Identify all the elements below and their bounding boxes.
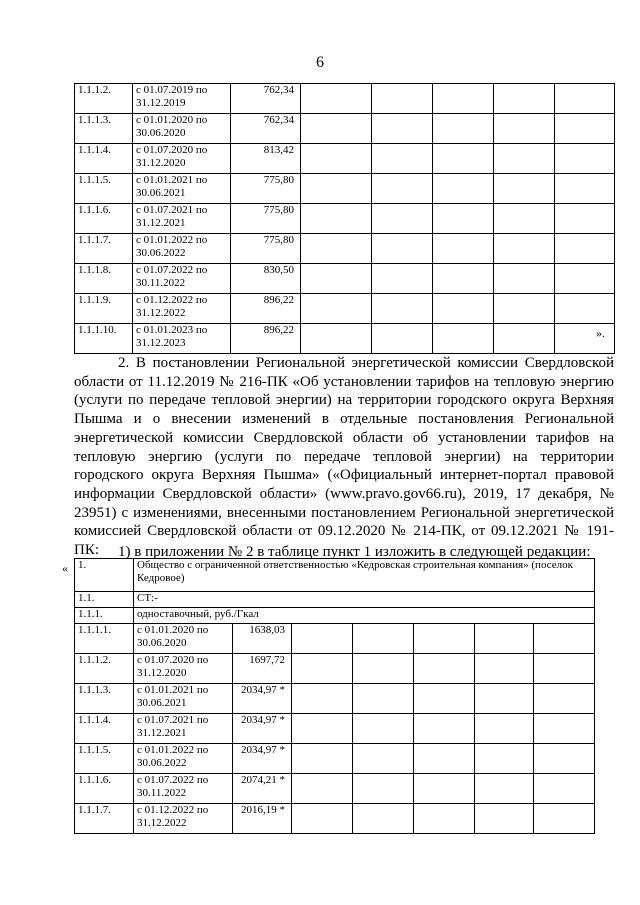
- st-label: СТ:-: [134, 592, 595, 608]
- empty-cell: [301, 324, 372, 354]
- period-start: с 01.07.2021 по: [137, 714, 209, 726]
- table-row: [75, 654, 595, 684]
- period-end: 30.06.2022: [137, 757, 187, 769]
- period-start: с 01.07.2022 по: [137, 774, 209, 786]
- period-start: с 01.01.2023 по: [136, 324, 208, 336]
- empty-cell: [301, 234, 372, 264]
- empty-cell: [494, 234, 555, 264]
- empty-cell: [372, 294, 433, 324]
- table-row-org: [75, 559, 595, 592]
- page-number: 6: [316, 54, 324, 71]
- empty-cell: [475, 684, 534, 714]
- period-start: с 01.01.2021 по: [136, 174, 208, 186]
- empty-cell: [534, 744, 595, 774]
- rate-label: одноставочный, руб./Гкал: [134, 608, 595, 624]
- period-start: с 01.01.2020 по: [136, 114, 208, 126]
- empty-cell: [414, 714, 475, 744]
- period-end: 31.12.2022: [136, 307, 186, 319]
- period-end: 30.06.2020: [136, 127, 186, 139]
- empty-cell: [433, 204, 494, 234]
- org-num: 1.: [75, 559, 134, 592]
- period-start: с 01.01.2020 по: [137, 624, 209, 636]
- empty-cell: [555, 204, 615, 234]
- period-start: с 01.12.2022 по: [137, 804, 209, 816]
- empty-cell: [433, 264, 494, 294]
- row-value: 775,80: [231, 204, 301, 234]
- empty-cell: [372, 114, 433, 144]
- period-start: с 01.01.2021 по: [137, 684, 209, 696]
- period-end: 30.06.2021: [136, 187, 186, 199]
- tariff-table-continued: [74, 83, 615, 354]
- table-row: [75, 324, 615, 354]
- period-start: с 01.07.2019 по: [136, 84, 208, 96]
- row-number: 1.1.1.10.: [75, 324, 133, 354]
- empty-cell: [475, 714, 534, 744]
- empty-cell: [301, 264, 372, 294]
- table-row: [75, 114, 615, 144]
- org-name: Общество с ограниченной ответственностью «Кедровская строительная компания» (поселок Кедровое): [134, 559, 595, 592]
- row-number: 1.1.1.3.: [75, 114, 133, 144]
- empty-cell: [301, 204, 372, 234]
- empty-cell: [292, 774, 353, 804]
- empty-cell: [494, 324, 555, 354]
- row-value: 762,34: [231, 114, 301, 144]
- empty-cell: [414, 654, 475, 684]
- empty-cell: [414, 774, 475, 804]
- empty-cell: [372, 264, 433, 294]
- period-end: 31.12.2022: [137, 817, 187, 829]
- row-period: [134, 714, 233, 744]
- row-period: [134, 744, 233, 774]
- empty-cell: [372, 84, 433, 114]
- empty-cell: [414, 684, 475, 714]
- empty-cell: [433, 324, 494, 354]
- period-end: 30.06.2022: [136, 247, 186, 259]
- row-value: 896,22: [231, 294, 301, 324]
- table-row: [75, 624, 595, 654]
- empty-cell: [494, 84, 555, 114]
- empty-cell: [534, 774, 595, 804]
- empty-cell: [534, 654, 595, 684]
- period-end: 30.06.2021: [137, 697, 187, 709]
- row-period: [133, 84, 231, 114]
- row-period: [133, 174, 231, 204]
- paragraph-3: 1) в приложении № 2 в таблице пункт 1 изложить в следующей редакции:: [118, 544, 591, 560]
- table-row: [75, 204, 615, 234]
- closing-quote: ».: [596, 326, 605, 340]
- row-number: 1.1.1.4.: [75, 144, 133, 174]
- table-row: [75, 144, 615, 174]
- empty-cell: [534, 714, 595, 744]
- empty-cell: [414, 744, 475, 774]
- period-start: с 01.07.2020 по: [136, 144, 208, 156]
- empty-cell: [292, 744, 353, 774]
- row-value: 762,34: [231, 84, 301, 114]
- table-row: [75, 234, 615, 264]
- empty-cell: [353, 624, 414, 654]
- row-value: 1638,03: [233, 624, 292, 654]
- period-end: 31.12.2021: [136, 217, 186, 229]
- empty-cell: [353, 774, 414, 804]
- row-value: 2034,97 *: [233, 684, 292, 714]
- empty-cell: [372, 174, 433, 204]
- empty-cell: [372, 144, 433, 174]
- empty-cell: [353, 654, 414, 684]
- table-row: [75, 84, 615, 114]
- empty-cell: [372, 204, 433, 234]
- empty-cell: [301, 144, 372, 174]
- row-period: [133, 234, 231, 264]
- row-value: 2034,97 *: [233, 714, 292, 744]
- row-value: 775,80: [231, 174, 301, 204]
- empty-cell: [433, 294, 494, 324]
- period-start: с 01.12.2022 по: [136, 294, 208, 306]
- row-number: 1.1.1.6.: [75, 774, 134, 804]
- tariff-table-new: [74, 558, 595, 834]
- empty-cell: [555, 174, 615, 204]
- row-period: [133, 114, 231, 144]
- row-number: 1.1.1.8.: [75, 264, 133, 294]
- row-period: [134, 654, 233, 684]
- row-period: [133, 294, 231, 324]
- opening-quote: «: [62, 561, 68, 575]
- empty-cell: [433, 234, 494, 264]
- paragraph-2-text: 2. В постановлении Региональной энергетической комиссии Свердловской области от 11.12.2019 № 216-ПК «Об установлении тарифов на тепловую энергию (услуги по передаче тепловой энергии) на территории городского округа Верхняя Пышма и о внесении изменений в отдельные постановления Региональной энергетической комиссии Свердловской области об установлении тарифов на тепловую энергию (услуги по передаче тепловой энергии) на территории городского округа Верхняя Пышма» («Официальный интернет-портал правовой информации Свердловской области» (www.pravo.gov66.ru), 2019, 17 декабря, № 23951) с изменениями, внесенными постановлением Региональной энергетической комиссией Свердловской области от 09.12.2020 № 214-ПК, от 09.12.2021 № 191-ПК:: [74, 355, 614, 559]
- empty-cell: [555, 144, 615, 174]
- empty-cell: [494, 204, 555, 234]
- period-start: с 01.07.2022 по: [136, 264, 208, 276]
- row-value: 830,50: [231, 264, 301, 294]
- empty-cell: [494, 114, 555, 144]
- empty-cell: [494, 264, 555, 294]
- empty-cell: [494, 144, 555, 174]
- empty-cell: [534, 684, 595, 714]
- empty-cell: [353, 744, 414, 774]
- row-number: 1.1.1.9.: [75, 294, 133, 324]
- row-period: [133, 204, 231, 234]
- table-row: [75, 714, 595, 744]
- period-end: 30.11.2022: [137, 787, 187, 799]
- period-end: 31.12.2020: [137, 667, 187, 679]
- period-start: с 01.07.2021 по: [136, 204, 208, 216]
- empty-cell: [433, 144, 494, 174]
- empty-cell: [475, 744, 534, 774]
- empty-cell: [433, 84, 494, 114]
- table-row-st: [75, 592, 595, 608]
- row-number: 1.1.1.7.: [75, 804, 134, 834]
- table-row: [75, 174, 615, 204]
- paragraph-2: [74, 354, 614, 560]
- empty-cell: [292, 654, 353, 684]
- empty-cell: [475, 774, 534, 804]
- empty-cell: [555, 294, 615, 324]
- period-end: 30.06.2020: [137, 637, 187, 649]
- table-row: [75, 294, 615, 324]
- table-row: [75, 804, 595, 834]
- period-end: 31.12.2023: [136, 337, 186, 349]
- row-period: [134, 804, 233, 834]
- empty-cell: [494, 294, 555, 324]
- row-period: [134, 684, 233, 714]
- empty-cell: [433, 114, 494, 144]
- empty-cell: [301, 114, 372, 144]
- row-number: 1.1.1.7.: [75, 234, 133, 264]
- empty-cell: [353, 804, 414, 834]
- empty-cell: [292, 684, 353, 714]
- row-number: 1.1.1.3.: [75, 684, 134, 714]
- row-value: 1697,72: [233, 654, 292, 684]
- empty-cell: [292, 714, 353, 744]
- empty-cell: [555, 324, 615, 354]
- empty-cell: [372, 324, 433, 354]
- empty-cell: [475, 654, 534, 684]
- empty-cell: [555, 84, 615, 114]
- empty-cell: [555, 234, 615, 264]
- empty-cell: [301, 84, 372, 114]
- empty-cell: [414, 804, 475, 834]
- empty-cell: [301, 174, 372, 204]
- period-start: с 01.01.2022 по: [136, 234, 208, 246]
- empty-cell: [433, 174, 494, 204]
- row-period: [133, 144, 231, 174]
- row-period: [133, 324, 231, 354]
- row-period: [134, 624, 233, 654]
- table-row: [75, 684, 595, 714]
- st-num: 1.1.: [75, 592, 134, 608]
- period-end: 31.12.2020: [136, 157, 186, 169]
- empty-cell: [353, 684, 414, 714]
- row-value: 2074,21 *: [233, 774, 292, 804]
- empty-cell: [301, 294, 372, 324]
- row-number: 1.1.1.5.: [75, 174, 133, 204]
- empty-cell: [353, 714, 414, 744]
- period-end: 30.11.2022: [136, 277, 186, 289]
- table-row: [75, 264, 615, 294]
- row-value: 813,42: [231, 144, 301, 174]
- row-period: [134, 774, 233, 804]
- row-number: 1.1.1.6.: [75, 204, 133, 234]
- row-value: 896,22: [231, 324, 301, 354]
- row-number: 1.1.1.4.: [75, 714, 134, 744]
- empty-cell: [494, 174, 555, 204]
- empty-cell: [534, 624, 595, 654]
- row-number: 1.1.1.5.: [75, 744, 134, 774]
- rate-num: 1.1.1.: [75, 608, 134, 624]
- row-period: [133, 264, 231, 294]
- row-number: 1.1.1.1.: [75, 624, 134, 654]
- period-start: с 01.01.2022 по: [137, 744, 209, 756]
- table-row: [75, 774, 595, 804]
- period-end: 31.12.2019: [136, 97, 186, 109]
- empty-cell: [475, 624, 534, 654]
- row-value: 2016,19 *: [233, 804, 292, 834]
- period-end: 31.12.2021: [137, 727, 187, 739]
- empty-cell: [414, 624, 475, 654]
- row-number: 1.1.1.2.: [75, 84, 133, 114]
- table-row: [75, 744, 595, 774]
- row-value: 2034,97 *: [233, 744, 292, 774]
- table-row-rate: [75, 608, 595, 624]
- row-value: 775,80: [231, 234, 301, 264]
- empty-cell: [292, 624, 353, 654]
- empty-cell: [475, 804, 534, 834]
- period-start: с 01.07.2020 по: [137, 654, 209, 666]
- empty-cell: [534, 804, 595, 834]
- row-number: 1.1.1.2.: [75, 654, 134, 684]
- empty-cell: [555, 264, 615, 294]
- empty-cell: [372, 234, 433, 264]
- empty-cell: [555, 114, 615, 144]
- empty-cell: [292, 804, 353, 834]
